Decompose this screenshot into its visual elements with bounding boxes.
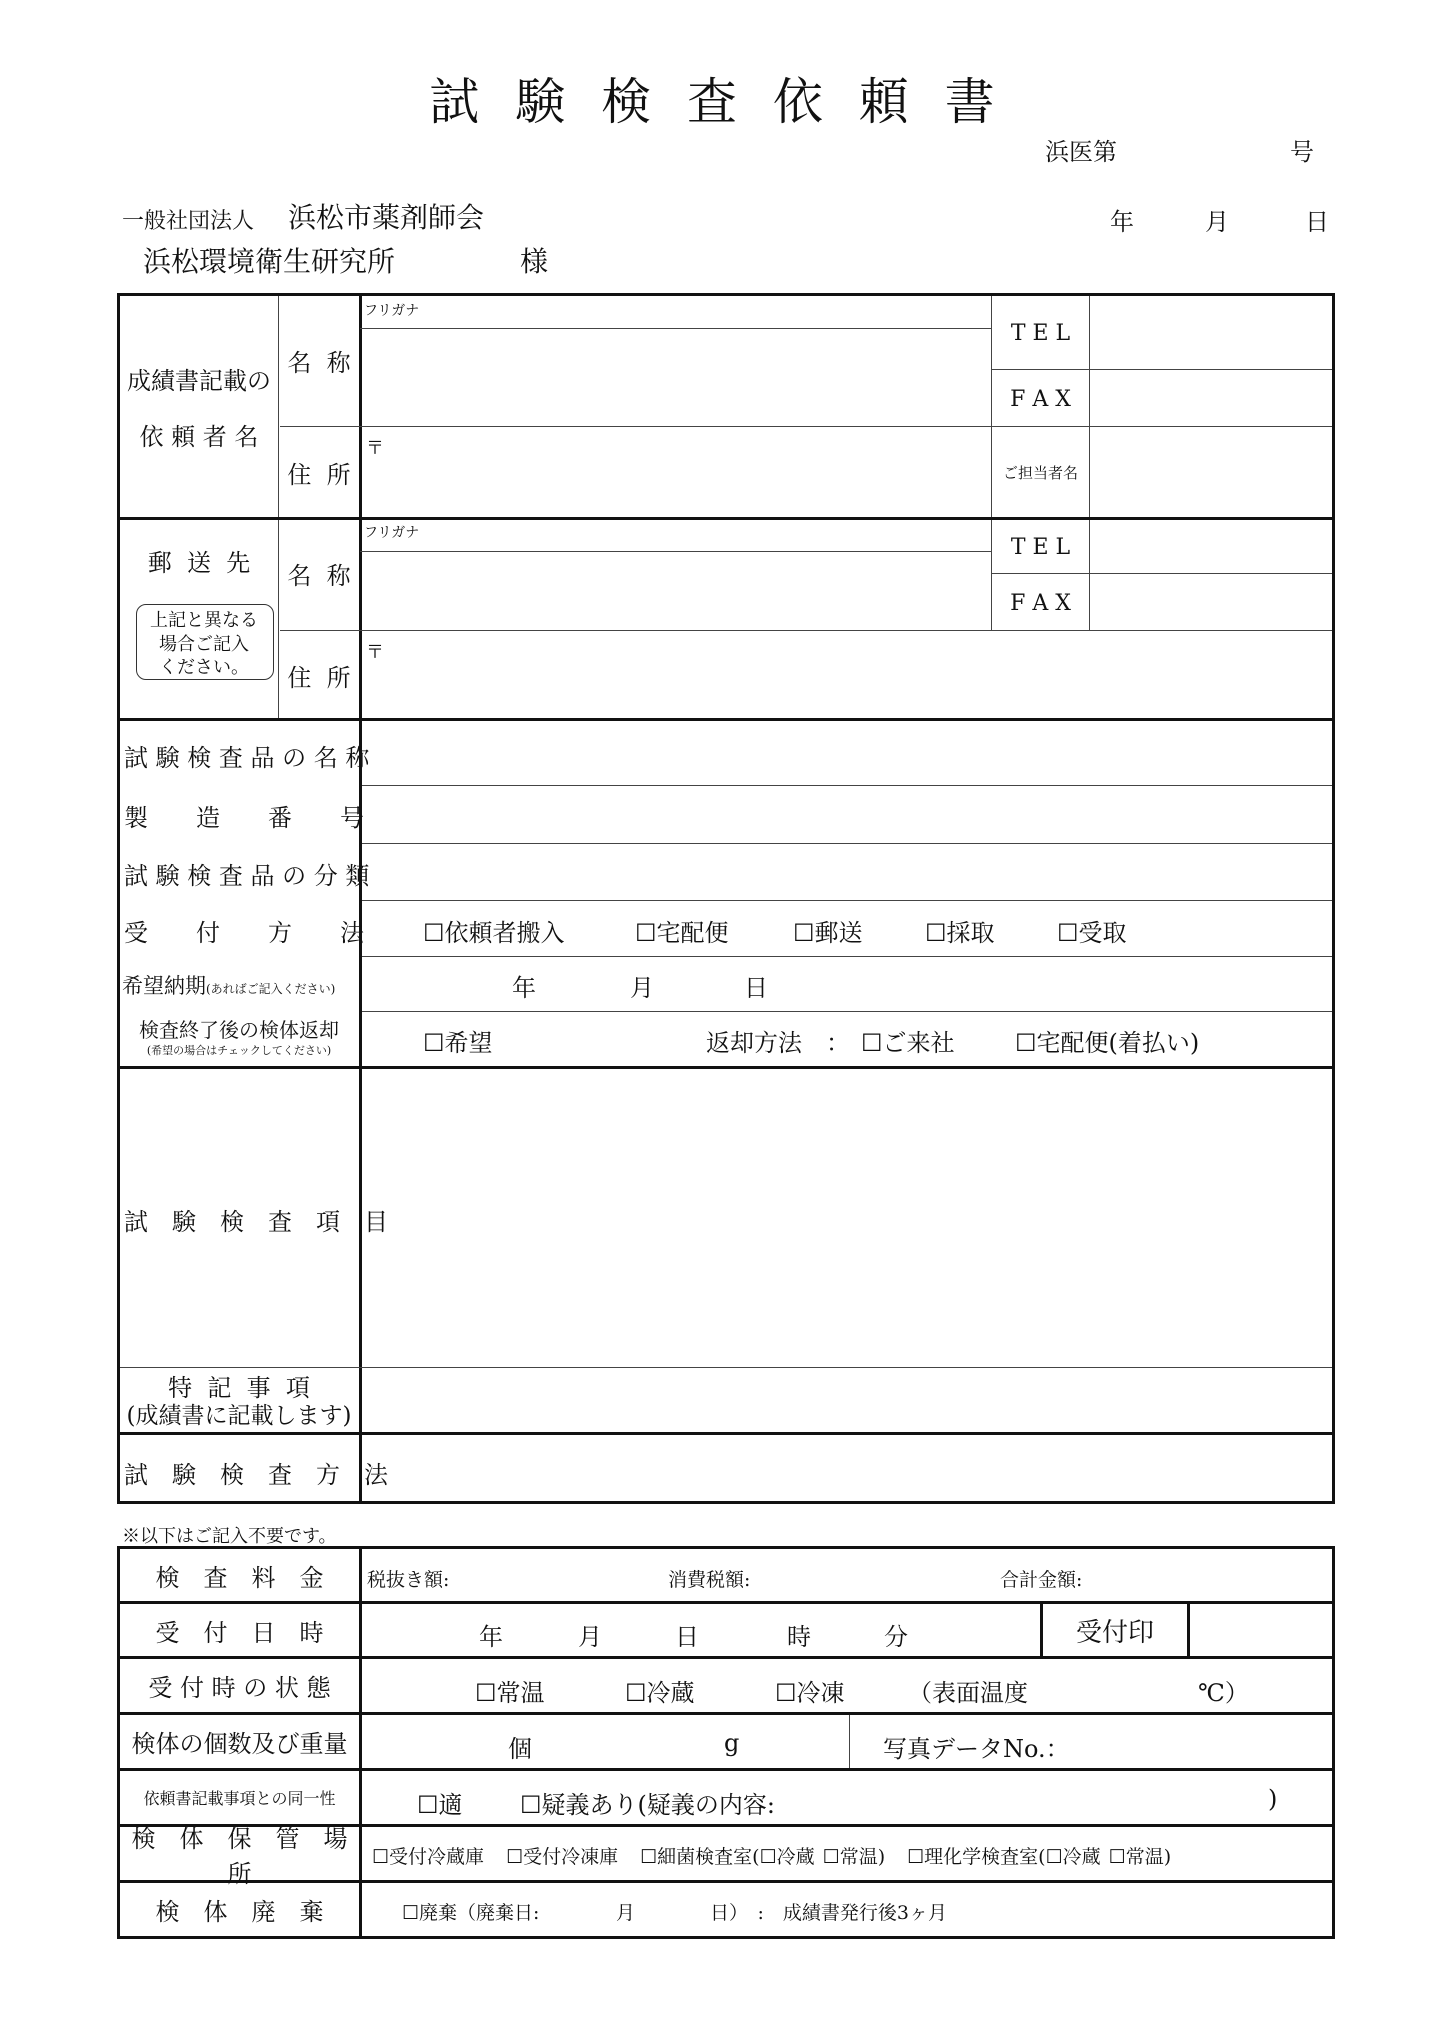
checkbox-icon[interactable]: ☐ <box>861 1029 883 1057</box>
mailing-fax-label: F A X <box>1010 590 1071 616</box>
receive-option-sampling[interactable]: ☐採取 <box>925 919 995 947</box>
receipt-hour: 時 <box>787 1623 811 1651</box>
storage-chem-lab[interactable]: ☐理化学検査室( <box>907 1846 1046 1868</box>
document-title: 試 験 検 査 依 頼 書 <box>429 73 1005 131</box>
category-label: 試 験 検 査 品 の 分 類 <box>124 862 370 890</box>
receive-method-label: 受 付 方 法 <box>124 919 364 947</box>
storage-bacteria-cold[interactable]: ☐冷蔵 <box>759 1846 815 1868</box>
receive-option-carry[interactable]: ☐依頼者搬入 <box>423 919 565 947</box>
disposal-day: 日） : 成績書発行後3ヶ月 <box>710 1902 947 1924</box>
mailing-furigana-label: フリガナ <box>364 525 420 541</box>
serial-label: 製 造 番 号 <box>124 804 364 832</box>
checkbox-icon[interactable]: ☐ <box>640 1846 658 1868</box>
receipt-day: 日 <box>675 1623 699 1651</box>
state-refrigerated[interactable]: ☐冷蔵 <box>625 1679 695 1707</box>
checkbox-icon[interactable]: ☐ <box>1015 1029 1037 1057</box>
identity-ok[interactable]: ☐適 <box>417 1791 463 1819</box>
honorific: 様 <box>520 245 549 278</box>
checkbox-icon[interactable]: ☐ <box>423 919 445 947</box>
checkbox-icon[interactable]: ☐ <box>793 919 815 947</box>
test-method-label: 試 験 検 査 方 法 <box>124 1461 388 1489</box>
requester-contact-label: ご担当者名 <box>1002 463 1078 482</box>
return-option-cod[interactable]: ☐宅配便(着払い) <box>1015 1029 1200 1057</box>
due-year: 年 <box>512 974 536 1002</box>
checkbox-icon[interactable]: ☐ <box>1045 1846 1063 1868</box>
doc-number-prefix: 浜医第 <box>1045 138 1117 166</box>
receive-option-mail[interactable]: ☐郵送 <box>793 919 863 947</box>
fee-label: 検 査 料 金 <box>155 1563 324 1592</box>
checkbox-icon[interactable]: ☐ <box>402 1902 420 1924</box>
storage-chem-cold[interactable]: ☐冷蔵 <box>1045 1846 1101 1868</box>
receipt-minute: 分 <box>884 1623 908 1651</box>
storage-chem-room[interactable]: ☐常温) <box>1108 1846 1172 1868</box>
item-name-label: 試 験 検 査 品 の 名 称 <box>124 744 370 772</box>
storage-reception-fridge[interactable]: ☐受付冷蔵庫 <box>372 1846 485 1868</box>
mailing-address-label: 住 所 <box>287 663 351 692</box>
date-day: 日 <box>1305 208 1329 236</box>
requester-name-field[interactable] <box>368 331 986 423</box>
mailing-tel-field[interactable] <box>1092 522 1330 572</box>
fee-tax: 消費税額: <box>668 1569 751 1591</box>
office-use-note: ※以下はご記入不要です。 <box>122 1526 337 1547</box>
requester-fax-field[interactable] <box>1092 372 1330 426</box>
requester-contact-field[interactable] <box>1092 430 1330 516</box>
state-room-temp[interactable]: ☐常温 <box>475 1679 545 1707</box>
checkbox-icon[interactable]: ☐ <box>417 1791 439 1819</box>
due-month: 月 <box>630 974 654 1002</box>
storage-reception-freezer[interactable]: ☐受付冷凍庫 <box>506 1846 619 1868</box>
receipt-stamp-label: 受付印 <box>1075 1617 1154 1648</box>
mailing-note-2: 場合ご記入 <box>159 634 249 655</box>
org-type: 一般社団法人 <box>122 209 255 234</box>
disposal-option[interactable]: ☐廃棄（廃棄日: <box>402 1902 540 1924</box>
state-label: 受 付 時 の 状 態 <box>148 1674 331 1702</box>
mailing-name-label: 名 称 <box>287 561 351 590</box>
storage-bacteria-room[interactable]: ☐常温) <box>822 1846 886 1868</box>
disposal-month: 月 <box>616 1902 636 1924</box>
requester-label-1: 成績書記載の <box>127 366 271 395</box>
receipt-label: 受 付 日 時 <box>155 1618 324 1647</box>
mailing-address-field[interactable] <box>384 634 1324 714</box>
special-label-2: (成績書に記載します) <box>126 1402 352 1429</box>
date-year: 年 <box>1110 208 1134 236</box>
special-label-1: 特 記 事 項 <box>168 1373 310 1402</box>
identity-doubt[interactable]: ☐疑義あり(疑義の内容: <box>520 1791 775 1819</box>
identity-close: ) <box>1268 1785 1278 1813</box>
checkbox-icon[interactable]: ☐ <box>423 1029 445 1057</box>
disposal-label: 検 体 廃 棄 <box>155 1898 324 1926</box>
test-method-field[interactable] <box>364 1436 1330 1500</box>
item-name-field[interactable] <box>364 722 1330 782</box>
requester-label-2: 依 頼 者 名 <box>139 422 259 451</box>
requester-address-field[interactable] <box>384 430 984 514</box>
photo-data-label: 写真データNo.： <box>883 1735 1070 1763</box>
requester-furigana-label: フリガナ <box>364 303 420 319</box>
requester-fax-label: F A X <box>1010 386 1071 412</box>
return-method-label: 返却方法 ： <box>706 1029 850 1057</box>
checkbox-icon[interactable]: ☐ <box>759 1846 777 1868</box>
state-frozen[interactable]: ☐冷凍 <box>775 1679 845 1707</box>
doc-number-suffix: 号 <box>1290 138 1314 166</box>
receive-option-pickup[interactable]: ☐受取 <box>1057 919 1127 947</box>
checkbox-icon[interactable]: ☐ <box>907 1846 925 1868</box>
requester-address-label: 住 所 <box>287 460 351 489</box>
mailing-tel-label: T E L <box>1010 534 1071 560</box>
special-field[interactable] <box>364 1370 1330 1430</box>
storage-label: 検 体 保 管 場 所 <box>131 1824 372 1888</box>
state-temp-close: ℃） <box>1198 1679 1249 1707</box>
org-name: 浜松市薬剤師会 <box>288 201 485 234</box>
requester-tel-label: T E L <box>1010 320 1071 346</box>
category-field[interactable] <box>364 846 1330 898</box>
receipt-stamp-field[interactable] <box>1190 1606 1330 1654</box>
checkbox-icon[interactable]: ☐ <box>1108 1846 1126 1868</box>
storage-bacteria-lab[interactable]: ☐細菌検査室( <box>640 1846 760 1868</box>
mailing-note-3: ください。 <box>159 657 249 678</box>
checkbox-icon[interactable]: ☐ <box>925 919 947 947</box>
serial-field[interactable] <box>364 788 1330 840</box>
checkbox-icon[interactable]: ☐ <box>520 1791 542 1819</box>
receive-option-delivery[interactable]: ☐宅配便 <box>635 919 729 947</box>
checkbox-icon[interactable]: ☐ <box>775 1679 797 1707</box>
checkbox-icon[interactable]: ☐ <box>1057 919 1079 947</box>
due-day: 日 <box>744 974 768 1002</box>
checkbox-icon[interactable]: ☐ <box>506 1846 524 1868</box>
test-items-field[interactable] <box>364 1070 1330 1364</box>
receipt-month: 月 <box>578 1623 602 1651</box>
return-label: 検査終了後の検体返却 <box>139 1017 339 1042</box>
checkbox-icon[interactable]: ☐ <box>822 1846 840 1868</box>
date-month: 月 <box>1205 208 1229 236</box>
fee-total: 合計金額: <box>1000 1569 1083 1591</box>
mailing-note-1: 上記と異なる <box>150 610 258 631</box>
mailing-name-field[interactable] <box>368 554 986 628</box>
checkbox-icon[interactable]: ☐ <box>475 1679 497 1707</box>
checkbox-icon[interactable]: ☐ <box>625 1679 647 1707</box>
weight-unit: g <box>724 1729 740 1757</box>
identity-label: 依頼書記載事項との同一性 <box>143 1789 336 1808</box>
checkbox-icon[interactable]: ☐ <box>635 919 657 947</box>
due-label: 希望納期(あればご記入ください) <box>122 974 336 998</box>
mailing-fax-field[interactable] <box>1092 576 1330 630</box>
requester-tel-field[interactable] <box>1092 300 1330 366</box>
requester-postal-mark: 〒 <box>366 438 384 459</box>
checkbox-icon[interactable]: ☐ <box>372 1846 390 1868</box>
test-items-label: 試 験 検 査 項 目 <box>124 1208 388 1236</box>
storage-options <box>372 1842 1171 1869</box>
return-wish-option[interactable]: ☐希望 <box>423 1029 493 1057</box>
state-temp-open: （表面温度 <box>908 1679 1028 1707</box>
mailing-label: 郵 送 先 <box>147 548 251 577</box>
fee-pre-tax: 税抜き額: <box>367 1569 450 1591</box>
count-label: 検体の個数及び重量 <box>131 1730 348 1758</box>
lab-name: 浜松環境衛生研究所 <box>143 245 396 278</box>
requester-name-label: 名 称 <box>287 348 351 377</box>
return-option-visit[interactable]: ☐ご来社 <box>861 1029 955 1057</box>
receipt-year: 年 <box>479 1623 503 1651</box>
count-unit: 個 <box>508 1735 532 1763</box>
mailing-postal-mark: 〒 <box>366 642 384 663</box>
return-note: (希望の場合はチェックしてください) <box>146 1044 332 1057</box>
